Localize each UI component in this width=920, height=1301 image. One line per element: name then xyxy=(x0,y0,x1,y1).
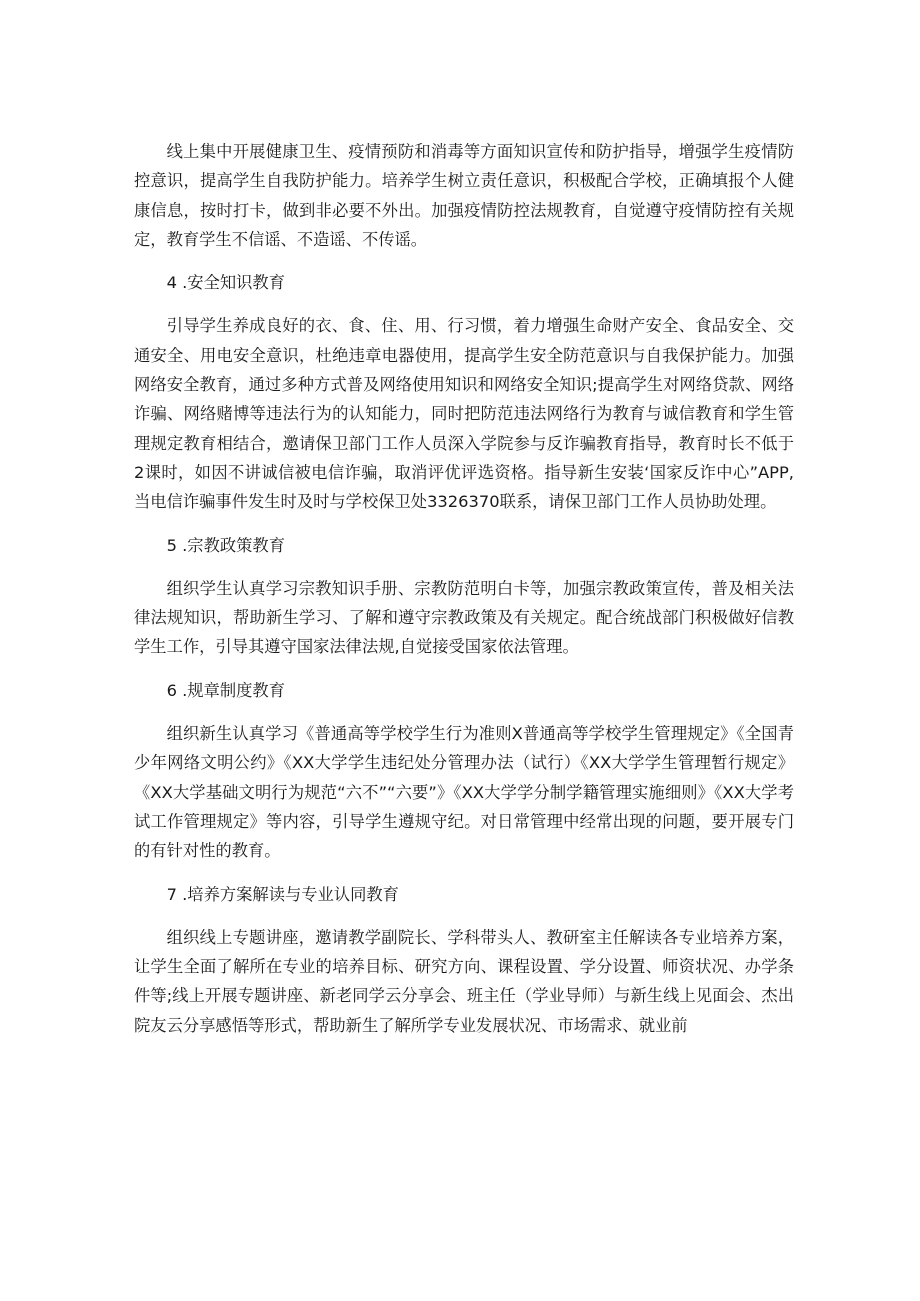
spacer xyxy=(134,560,794,574)
document-body xyxy=(134,137,794,1040)
spacer xyxy=(134,254,794,268)
heading-safety-education: 4 .安全知识教育 xyxy=(166,273,285,293)
paragraph-training-program: 组织线上专题讲座，邀请教学副院长、学科带头人、教研室主任解读各专业培养方案，让学生全面了解所在专业的培养目标、研究方向、课程设置、学分设置、师资状况、办学条件等;线上开展专题讲座、新老同学云分享会、班主任（学业导师）与新生线上见面会、杰出院友云分享感悟等形式，帮助新生了解所学专业发展状况、市场需求、就业前 xyxy=(134,927,794,1035)
spacer xyxy=(134,662,794,676)
paragraph-regulations: 组织新生认真学习《普通高等学校学生行为准则X普通高等学校学生管理规定》《全国青少年网络文明公约》《XX大学学生违纪处分管理办法（试行）《XX大学学生管理暂行规定》《XX大学基础文明行为规范“六不”“六要”》《XX大学学分制学籍管理实施细则》《XX大学考试工作管理规定》等内容，引导学生遵规守纪。对日常管理中经常出现的问题，要开展专门的有针对性的教育。 xyxy=(134,724,794,861)
heading-training-program: 7 .培养方案解读与专业认同教育 xyxy=(166,884,399,904)
paragraph-epidemic-prevention: 线上集中开展健康卫生、疫情预防和消毒等方面知识宣传和防护指导，增强学生疫情防控意识，提高学生自我防护能力。培养学生树立责任意识，积极配合学校，正确填报个人健康信息，按时打卡，做到非必要不外出。加强疫情防控法规教育，自觉遵守疫情防控有关规定，教育学生不信谣、不造谣、不传谣。 xyxy=(134,142,794,249)
heading-regulations: 6 .规章制度教育 xyxy=(166,680,285,700)
heading-religion-policy: 5 .宗教政策教育 xyxy=(166,535,285,555)
paragraph-safety-education: 引导学生养成良好的衣、食、住、用、行习惯，着力增强生命财产安全、食品安全、交通安全、用电安全意识，杜绝违章电器使用，提高学生安全防范意识与自我保护能力。加强网络安全教育，通过多种方式普及网络使用知识和网络安全知识;提高学生对网络贷款、网络诈骗、网络赌博等违法行为的认知能力，同时把防范违法网络行为教育与诚信教育和学生管理规定教育相结合，邀请保卫部门工作人员深入学院参与反诈骗教育指导，教育时长不低于2课时，如因不讲诚信被电信诈骗，取消评优评选资格。指导新生安装‘国家反诈中心”APP,当电信诈骗事件发生时及时与学校保卫处3326370联系，请保卫部门工作人员协助处理。 xyxy=(134,316,794,512)
spacer xyxy=(134,705,794,719)
spacer xyxy=(134,909,794,923)
spacer xyxy=(134,866,794,880)
spacer xyxy=(134,297,794,311)
paragraph-religion-policy: 组织学生认真学习宗教知识手册、宗教防范明白卡等，加强宗教政策宣传，普及相关法律法规知识，帮助新生学习、了解和遵守宗教政策及有关规定。配合统战部门积极做好信教学生工作，引导其遵守国家法律法规,自觉接受国家依法管理。 xyxy=(134,578,794,657)
spacer xyxy=(134,517,794,531)
